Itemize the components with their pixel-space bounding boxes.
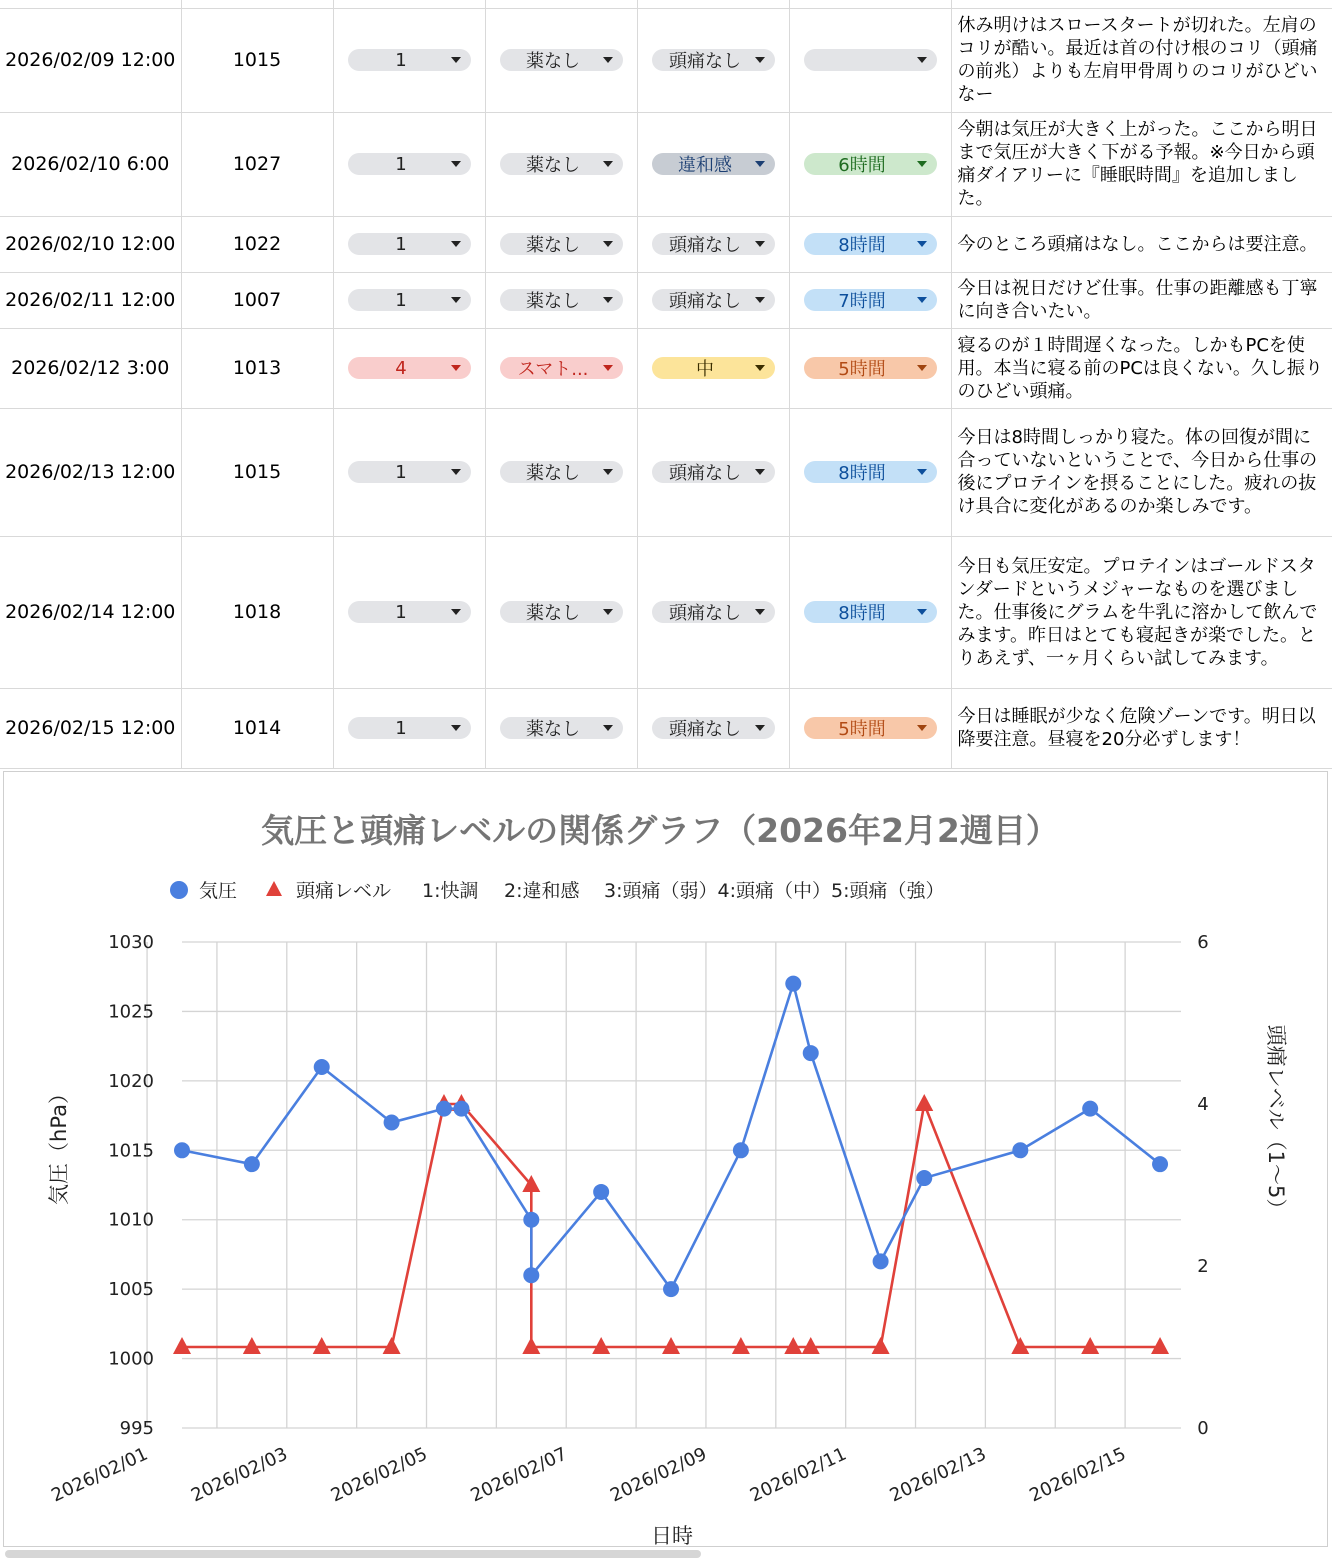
dropdown-arrow-icon [755,365,765,371]
y-axis-right-label: 頭痛レベル（1〜5） [1264,1024,1288,1220]
medicine-dropdown[interactable] [500,289,623,311]
y-right-tick-label: 6 [1197,932,1209,953]
level-dropdown[interactable] [348,233,471,255]
dropdown-arrow-icon [755,57,765,63]
dropdown-arrow-icon [917,609,927,615]
symptom-dropdown[interactable] [652,49,775,71]
sleep-cell[interactable] [789,408,951,536]
dropdown-arrow-icon [603,365,613,371]
y-left-tick-label: 1025 [108,1001,154,1023]
pressure-point [1012,1142,1028,1158]
medicine-cell[interactable] [485,688,637,768]
pressure-point [663,1281,679,1297]
y-left-tick-label: 1000 [108,1348,154,1370]
level-cell[interactable] [333,408,485,536]
medicine-dropdown-value: 薬なし [526,155,580,175]
legend-headache-label: 頭痛レベル [296,880,392,902]
sleep-dropdown-value: 8時間 [838,235,886,255]
sleep-dropdown-value: 5時間 [838,719,886,739]
y-left-tick-label: 995 [119,1418,154,1439]
dropdown-arrow-icon [917,725,927,731]
dropdown-arrow-icon [451,725,461,731]
table-row [0,8,1332,112]
y-right-tick-label: 4 [1197,1094,1209,1115]
medicine-dropdown-value: スマト... [517,359,589,379]
symptom-dropdown-value: 中 [696,359,714,379]
medicine-dropdown[interactable] [500,717,623,739]
level-cell[interactable] [333,688,485,768]
dropdown-arrow-icon [451,469,461,475]
headache-point [313,1337,331,1354]
chart-legend [170,879,944,902]
dropdown-arrow-icon [755,469,765,475]
sleep-dropdown-value: 8時間 [838,603,886,623]
medicine-dropdown[interactable] [500,601,623,623]
medicine-cell[interactable] [485,536,637,688]
symptom-dropdown[interactable] [652,717,775,739]
dropdown-arrow-icon [603,297,613,303]
horizontal-scrollbar[interactable] [5,1550,701,1558]
pressure-cell[interactable]: 1013 [181,328,333,408]
datetime-cell[interactable]: 2026/02/15 12:00 [0,688,181,768]
sleep-dropdown-value: 5時間 [838,359,886,379]
pressure-cell[interactable]: 1018 [181,536,333,688]
table-row [0,688,1332,768]
x-axis-label: 日時 [651,1524,693,1548]
chart-plot-area [173,976,1169,1354]
dropdown-arrow-icon [603,469,613,475]
table-row [0,408,1332,536]
pressure-point [453,1101,469,1117]
table-row [0,272,1332,328]
memo-cell[interactable]: 今日は8時間しっかり寝た。体の回復が間に合っていないということで、今日から仕事の後にプロテインを摂ることにした。疲れの抜け具合に変化があるのか楽しみです。 [951,408,1332,536]
dropdown-arrow-icon [603,609,613,615]
x-tick-label: 2026/02/15 [1026,1443,1130,1507]
headache-series-line [182,1104,1160,1347]
y-left-tick-label: 1015 [108,1140,154,1162]
dropdown-arrow-icon [755,297,765,303]
pressure-cell[interactable]: 1014 [181,688,333,768]
headache-point [522,1337,540,1354]
symptom-cell[interactable] [637,536,789,688]
x-tick-label: 2026/02/09 [607,1443,711,1507]
pressure-point [1152,1156,1168,1172]
headache-point [872,1337,890,1354]
x-tick-label: 2026/02/13 [886,1443,990,1507]
dropdown-arrow-icon [755,609,765,615]
symptom-cell[interactable] [637,328,789,408]
level-cell[interactable] [333,216,485,272]
cell[interactable] [333,0,485,8]
pressure-cell[interactable]: 1015 [181,408,333,536]
symptom-dropdown-value: 頭痛なし [669,719,741,739]
dropdown-arrow-icon [451,161,461,167]
pressure-point [314,1059,330,1075]
datetime-cell[interactable]: 2026/02/10 12:00 [0,216,181,272]
pressure-series-line [182,984,1160,1289]
table-body [0,0,1332,768]
dropdown-arrow-icon [755,725,765,731]
level-dropdown-value: 1 [395,601,407,623]
datetime-cell[interactable]: 2026/02/09 12:00 [0,8,181,112]
medicine-cell[interactable] [485,408,637,536]
legend-note: 3:頭痛（弱）4:頭痛（中）5:頭痛（強） [604,880,945,902]
level-dropdown[interactable] [348,357,471,379]
sleep-dropdown[interactable] [804,717,937,739]
symptom-cell[interactable] [637,112,789,216]
pressure-point [785,976,801,992]
x-tick-label: 2026/02/03 [187,1443,291,1507]
legend-pressure-marker [170,881,188,899]
level-dropdown[interactable] [348,49,471,71]
memo-cell[interactable]: 今のところ頭痛はなし。ここからは要注意。 [951,216,1332,272]
sleep-dropdown[interactable] [804,601,937,623]
table-row [0,536,1332,688]
cell[interactable] [485,0,637,8]
y-right-tick-label: 2 [1197,1256,1209,1277]
medicine-dropdown[interactable] [500,233,623,255]
medicine-cell[interactable] [485,8,637,112]
headache-point [802,1337,820,1354]
sleep-dropdown[interactable] [804,153,937,175]
medicine-cell[interactable] [485,112,637,216]
datetime-cell[interactable]: 2026/02/12 3:00 [0,328,181,408]
level-dropdown-value: 1 [395,49,407,71]
medicine-dropdown-value: 薬なし [526,463,580,483]
table-row [0,216,1332,272]
level-cell[interactable] [333,272,485,328]
spreadsheet-grid [0,0,1332,770]
headache-point [1081,1337,1099,1354]
table-row [0,328,1332,408]
sleep-dropdown[interactable] [804,289,937,311]
memo-cell[interactable]: 今日も気圧安定。プロテインはゴールドスタンダードというメジャーなものを選びました。仕事後にグラムを牛乳に溶かして飲んでみます。昨日はとても寝起きが楽でした。とりあえず、一ヶ月くらい試してみます。 [951,536,1332,688]
headache-diary-table [0,0,1332,769]
pressure-point [174,1142,190,1158]
headache-point [662,1337,680,1354]
dropdown-arrow-icon [603,57,613,63]
pressure-point [916,1170,932,1186]
pressure-point [593,1184,609,1200]
y-left-tick-label: 1030 [108,932,154,953]
x-tick-label: 2026/02/11 [746,1443,850,1507]
symptom-dropdown[interactable] [652,601,775,623]
medicine-dropdown[interactable] [500,357,623,379]
symptom-cell[interactable] [637,8,789,112]
dropdown-arrow-icon [451,297,461,303]
dropdown-arrow-icon [917,57,927,63]
pressure-cell[interactable]: 1027 [181,112,333,216]
dropdown-arrow-icon [917,297,927,303]
sleep-dropdown[interactable] [804,233,937,255]
headache-point [592,1337,610,1354]
sleep-cell[interactable] [789,8,951,112]
pressure-cell[interactable]: 1015 [181,8,333,112]
medicine-dropdown-value: 薬なし [526,51,580,71]
level-cell[interactable] [333,536,485,688]
sleep-cell[interactable] [789,536,951,688]
sleep-cell[interactable] [789,112,951,216]
y-left-tick-label: 1005 [108,1279,154,1301]
medicine-dropdown[interactable] [500,49,623,71]
medicine-cell[interactable] [485,328,637,408]
legend-note: 2:違和感 [504,880,580,902]
memo-cell[interactable]: 今日は祝日だけど仕事。仕事の距離感も丁寧に向き合いたい。 [951,272,1332,328]
symptom-dropdown[interactable] [652,233,775,255]
sleep-cell[interactable] [789,216,951,272]
pressure-point [384,1115,400,1131]
medicine-dropdown-value: 薬なし [526,719,580,739]
level-dropdown-value: 1 [395,233,407,255]
level-dropdown[interactable] [348,289,471,311]
chart-gridlines [147,942,1181,1428]
legend-note: 1:快調 [422,880,479,902]
x-tick-label: 2026/02/01 [48,1443,152,1507]
dropdown-arrow-icon [603,725,613,731]
dropdown-arrow-icon [755,241,765,247]
sleep-cell[interactable] [789,328,951,408]
legend-headache-marker [266,881,282,896]
sleep-dropdown-value: 6時間 [838,155,886,175]
dropdown-arrow-icon [603,161,613,167]
headache-point [243,1337,261,1354]
memo-cell[interactable]: 今日は睡眠が少なく危険ゾーンです。明日以降要注意。昼寝を20分必ずします！ [951,688,1332,768]
headache-point [915,1094,933,1111]
level-dropdown[interactable] [348,717,471,739]
pressure-point [244,1156,260,1172]
chart-container[interactable] [3,771,1328,1547]
legend-pressure-label: 気圧 [199,880,238,902]
symptom-cell[interactable] [637,408,789,536]
datetime-cell[interactable]: 2026/02/14 12:00 [0,536,181,688]
y-left-tick-label: 1020 [108,1070,154,1092]
dropdown-arrow-icon [917,469,927,475]
chart-title: 気圧と頭痛レベルの関係グラフ（2026年2月2週目） [261,811,1059,850]
sleep-dropdown-value: 7時間 [838,291,886,311]
dropdown-arrow-icon [917,241,927,247]
dropdown-arrow-icon [451,241,461,247]
sleep-dropdown[interactable] [804,49,937,71]
dropdown-arrow-icon [603,241,613,247]
dropdown-arrow-icon [917,365,927,371]
datetime-cell[interactable]: 2026/02/13 12:00 [0,408,181,536]
headache-point [1011,1337,1029,1354]
medicine-cell[interactable] [485,272,637,328]
cell[interactable] [181,0,333,8]
pressure-cell[interactable]: 1022 [181,216,333,272]
headache-point [1151,1337,1169,1354]
symptom-cell[interactable] [637,216,789,272]
medicine-dropdown-value: 薬なし [526,235,580,255]
headache-point [173,1337,191,1354]
symptom-dropdown[interactable] [652,357,775,379]
pressure-point [436,1101,452,1117]
symptom-dropdown-value: 頭痛なし [669,51,741,71]
x-tick-label: 2026/02/07 [467,1443,571,1507]
datetime-cell[interactable]: 2026/02/10 6:00 [0,112,181,216]
symptom-dropdown-value: 頭痛なし [669,603,741,623]
cell[interactable] [789,0,951,8]
symptom-dropdown-value: 頭痛なし [669,463,741,483]
symptom-cell[interactable] [637,272,789,328]
medicine-dropdown-value: 薬なし [526,603,580,623]
level-cell[interactable] [333,8,485,112]
dropdown-arrow-icon [451,365,461,371]
memo-cell[interactable]: 休み明けはスロースタートが切れた。左肩のコリが酷い。最近は首の付け根のコリ（頭痛の前兆）よりも左肩甲骨周りのコリがひどいなー [951,8,1332,112]
level-dropdown[interactable] [348,601,471,623]
sleep-cell[interactable] [789,688,951,768]
pressure-point [803,1045,819,1061]
pressure-cell[interactable]: 1007 [181,272,333,328]
level-dropdown-value: 1 [395,461,407,483]
pressure-headache-chart [4,772,1329,1548]
level-dropdown[interactable] [348,153,471,175]
symptom-cell[interactable] [637,688,789,768]
medicine-cell[interactable] [485,216,637,272]
headache-point [383,1337,401,1354]
memo-cell[interactable]: 今朝は気圧が大きく上がった。ここから明日まで気圧が大きく下がる予報。※今日から頭痛ダイアリーに『睡眠時間』を追加しました。 [951,112,1332,216]
pressure-point [1082,1101,1098,1117]
level-dropdown-value: 1 [395,289,407,311]
symptom-dropdown-value: 違和感 [678,155,732,175]
cell[interactable] [0,0,181,8]
level-cell[interactable] [333,328,485,408]
memo-cell[interactable]: 寝るのが１時間遅くなった。しかもPCを使用。本当に寝る前のPCは良くない。久し振りのひどい頭痛。 [951,328,1332,408]
y-axis-left-label: 気圧（hPa） [47,1083,71,1205]
sleep-dropdown[interactable] [804,461,937,483]
symptom-dropdown-value: 頭痛なし [669,291,741,311]
medicine-dropdown[interactable] [500,153,623,175]
pressure-point [733,1142,749,1158]
level-dropdown-value: 1 [395,717,407,739]
table-row [0,112,1332,216]
headache-point [784,1337,802,1354]
symptom-dropdown[interactable] [652,461,775,483]
pressure-point [523,1212,539,1228]
medicine-dropdown[interactable] [500,461,623,483]
y-left-tick-label: 1010 [108,1209,154,1231]
level-cell[interactable] [333,112,485,216]
symptom-dropdown[interactable] [652,289,775,311]
medicine-dropdown-value: 薬なし [526,291,580,311]
level-dropdown-value: 1 [395,153,407,175]
level-dropdown[interactable] [348,461,471,483]
sleep-cell[interactable] [789,272,951,328]
dropdown-arrow-icon [917,161,927,167]
symptom-dropdown[interactable] [652,153,775,175]
pressure-point [523,1267,539,1283]
x-tick-label: 2026/02/05 [327,1443,431,1507]
dropdown-arrow-icon [451,609,461,615]
pressure-point [873,1253,889,1269]
y-right-tick-label: 0 [1197,1418,1209,1439]
datetime-cell[interactable]: 2026/02/11 12:00 [0,272,181,328]
table-row-partial [0,0,1332,8]
sleep-dropdown[interactable] [804,357,937,379]
symptom-dropdown-value: 頭痛なし [669,235,741,255]
dropdown-arrow-icon [755,161,765,167]
cell[interactable] [637,0,789,8]
dropdown-arrow-icon [451,57,461,63]
headache-point [732,1337,750,1354]
sleep-dropdown-value: 8時間 [838,463,886,483]
cell[interactable] [951,0,1332,8]
level-dropdown-value: 4 [395,357,407,379]
